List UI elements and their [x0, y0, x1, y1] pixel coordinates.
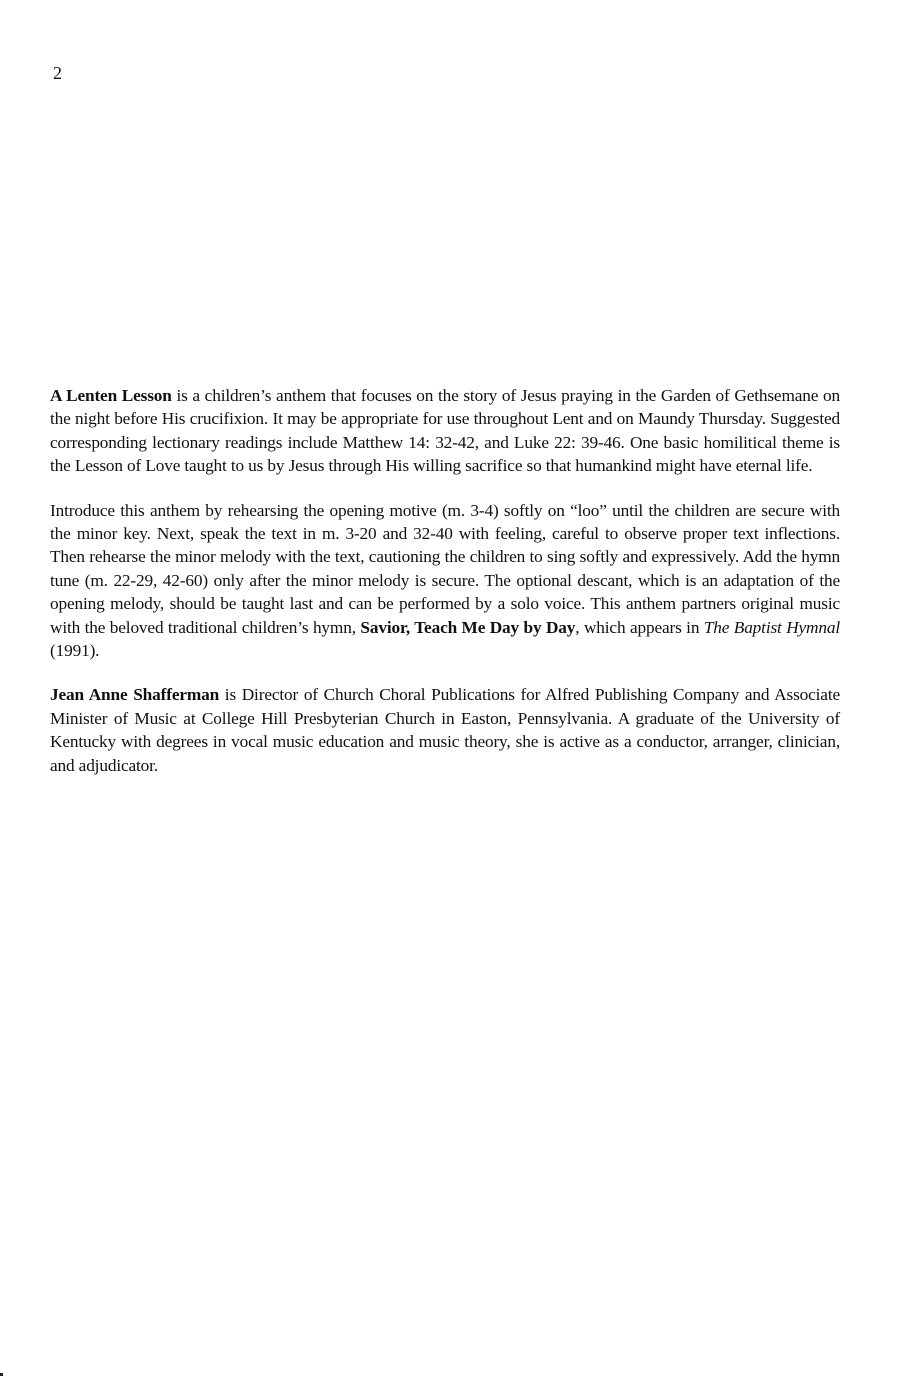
rehearsal-paragraph — [50, 499, 840, 663]
anthem-title: A Lenten Lesson — [50, 386, 172, 405]
intro-text: is a children’s anthem that focuses on the story of Jesus praying in the Garden of Gethsemane on the night before His crucifixion. It may be appropriate for use throughout Lent and on Maundy Thursday. Suggested corresponding lectionary readings include Matthew 14: 32-42, and Luke 22: 39-46. One basic homilitical theme is the Lesson of Love taught to us by Jesus through His willing sacrifice so that humankind might have eternal life. — [50, 386, 840, 476]
rehearsal-text: Introduce this anthem by rehearsing the opening motive (m. 3-4) softly on “loo” until the children are secure with the minor key. Next, speak the text in m. 3-20 and 32-40 with feeling, careful to observe proper text inflections. Then rehearse the minor melody with the text, cautioning the children to sing softly and expressively. Add the hymn tune (m. 22-29, 42-60) only after the minor melody is secure. The optional descant, which is an adaptation of the opening melody, should be taught last and can be performed by a solo voice. This anthem partners original music with the beloved traditional children’s hymn, — [50, 500, 840, 637]
author-bio: is Director of Church Choral Publications for Alfred Publishing Company and Associate Minister of Music at College Hill Presbyterian Church in Easton, Pennsylvania. A graduate of the University of Kentucky with degrees in vocal music education and music theory, she is active as a conductor, arranger, clinician, and adjudicator. — [50, 685, 841, 775]
page-number: 2 — [53, 63, 62, 83]
hymnal-title: The Baptist Hymnal — [703, 617, 841, 637]
hymn-title: Savior, Teach Me Day by Day — [360, 617, 576, 637]
author-paragraph — [50, 683, 840, 777]
intro-paragraph — [50, 384, 840, 478]
rehearsal-text-middle: , which appears in — [575, 617, 704, 637]
document-body — [50, 384, 840, 798]
author-name: Jean Anne Shafferman — [50, 685, 220, 705]
rehearsal-text-end: (1991). — [50, 641, 100, 661]
